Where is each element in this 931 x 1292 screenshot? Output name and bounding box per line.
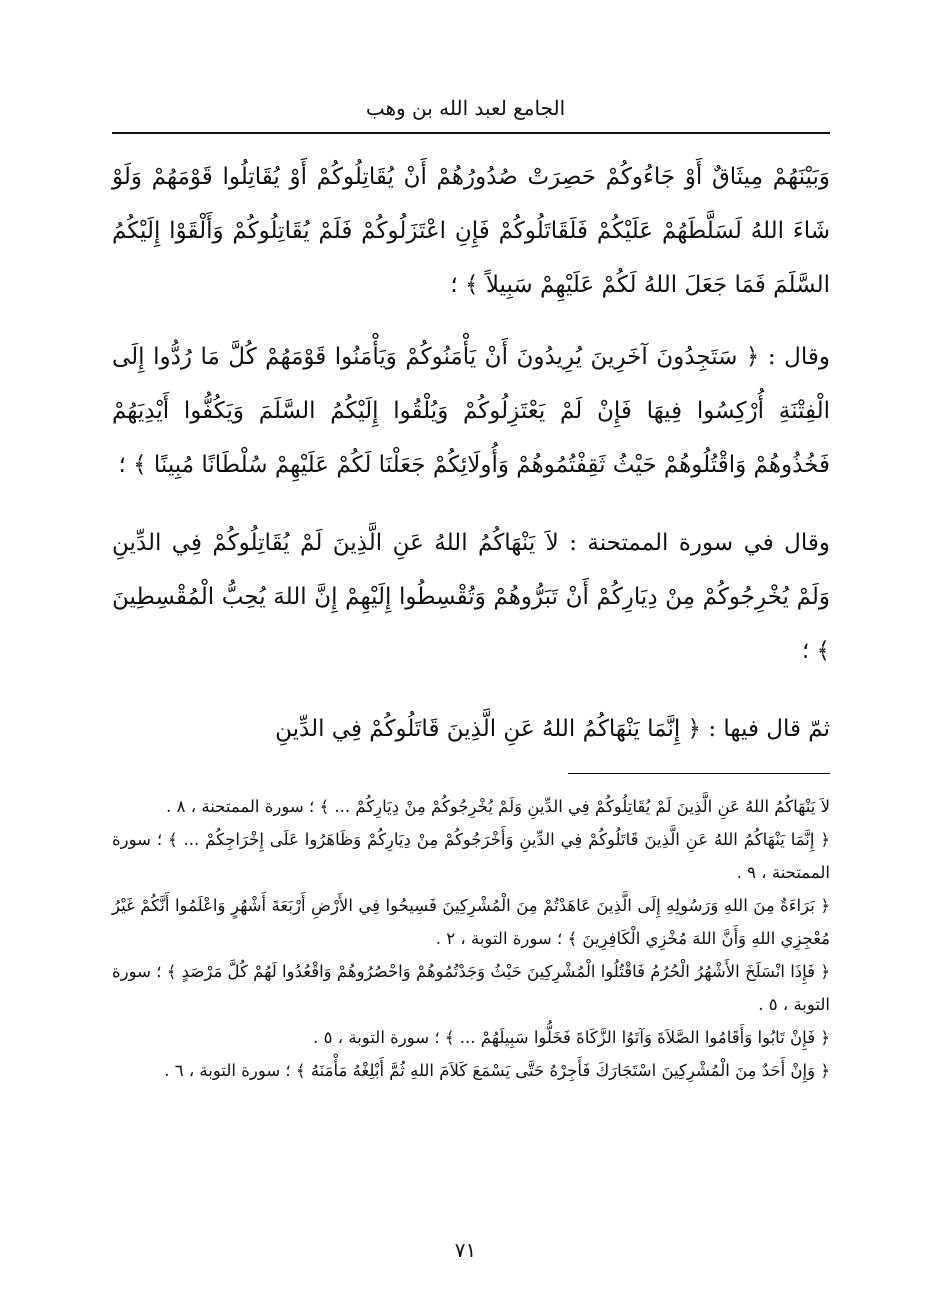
main-text-block [112,150,830,780]
running-header: الجامع لعبد الله بن وهب [365,96,566,120]
footnote: ﴿ فَإِنْ تَابُوا وَأَقَامُوا الصَّلاَةَ وَآتَوُا الزَّكَاةَ فَخَلُّوا سَبِيلَهُمْ ... ﴾ ؛ سورة التوبة ، ٥ . [313,1028,830,1047]
footnote: ﴿ وَإِنْ أَحَدٌ مِنَ الْمُشْرِكِينَ اسْتَجَارَكَ فَأَجِرْهُ حَتَّى يَسْمَعَ كَلاَمَ اللهِ ثُمَّ أَبْلِغْهُ مَأْمَنَهُ ﴾ ؛ سورة التوبة ، ٦ . [164,1061,830,1080]
paragraph: ثمّ قال فيها : ﴿ إِنَّمَا يَنْهَاكُمُ اللهُ عَنِ الَّذِينَ قَاتَلُوكُمْ فِي الدِّينِ [275,716,830,742]
footnote: ﴿ فَإِذَا انْسَلَخَ الأَشْهُرُ الْحُرُمُ فَاقْتُلُوا الْمُشْرِكِينَ حَيْثُ وَجَدْتُمُوهُمْ وَاحْصُرُوهُمْ وَاقْعُدُوا لَهُمْ كُلَّ مَرْصَدٍ ﴾ ؛ سورة التوبة ، ٥ . [112,962,830,1014]
header-divider [112,132,830,134]
footnote: لاَ يَنْهَاكُمُ اللهُ عَنِ الَّذِينَ لَمْ يُقَاتِلُوكُمْ فِي الدِّينِ وَلَمْ يُخْرِجُوكُمْ مِنْ دِيَارِكُمْ ... ﴾ ؛ سورة الممتحنة ، ٨ . [166,797,830,816]
paragraph: وقال في سورة الممتحنة : لاَ يَنْهَاكُمُ اللهُ عَنِ الَّذِينَ لَمْ يُقَاتِلُوكُمْ فِي الدِّينِ وَلَمْ يُخْرِجُوكُمْ مِنْ دِيَارِكُمْ أَنْ تَبَرُّوهُمْ وَتُقْسِطُوا إِلَيْهِمْ إِنَّ اللهَ يُحِبُّ الْمُقْسِطِينَ ﴾ ؛ [112,530,830,664]
footnote: ﴿ إِنَّمَا يَنْهَاكُمُ اللهُ عَنِ الَّذِينَ قَاتَلُوكُمْ فِي الدِّينِ وَأَخْرَجُوكُمْ مِنْ دِيَارِكُمْ وَظَاهَرُوا عَلَى إِخْرَاجِكُمْ ... ﴾ ؛ سورة الممتحنة ، ٩ . [112,830,830,882]
footnotes-block [112,790,830,1087]
footnote-divider [568,773,830,774]
footnote: ﴿ بَرَاءَةٌ مِنَ اللهِ وَرَسُولِهِ إِلَى الَّذِينَ عَاهَدْتُمْ مِنَ الْمُشْرِكِينَ فَسِيحُوا فِي الأَرْضِ أَرْبَعَةَ أَشْهُرٍ وَاعْلَمُوا أَنَّكُمْ غَيْرُ مُعْجِزِي اللهِ وَأَنَّ اللهَ مُخْزِي الْكَافِرِينَ ﴾ ؛ سورة التوبة ، ٢ . [112,896,830,948]
paragraph: وَبَيْنَهُمْ مِيثَاقٌ أَوْ جَاءُوكُمْ حَصِرَتْ صُدُورُهُمْ أَنْ يُقَاتِلُوكُمْ أَوْ يُقَاتِلُوا قَوْمَهُمْ وَلَوْ شَاءَ اللهُ لَسَلَّطَهُمْ عَلَيْكُمْ فَلَقَاتَلُوكُمْ فَإِنِ اعْتَزَلُوكُمْ فَلَمْ يُقَاتِلُوكُمْ وَأَلْقَوْا إِلَيْكُمُ السَّلَمَ فَمَا جَعَلَ اللهُ لَكُمْ عَلَيْهِمْ سَبِيلاً ﴾ ؛ [112,164,830,298]
page-number: ٧١ [454,1238,477,1262]
paragraph: وقال : ﴿ سَتَجِدُونَ آخَرِينَ يُرِيدُونَ أَنْ يَأْمَنُوكُمْ وَيَأْمَنُوا قَوْمَهُمْ كُلَّ مَا رُدُّوا إِلَى الْفِتْنَةِ أُرْكِسُوا فِيهَا فَإِنْ لَمْ يَعْتَزِلُوكُمْ وَيُلْقُوا إِلَيْكُمُ السَّلَمَ وَيَكُفُّوا أَيْدِيَهُمْ فَخُذُوهُمْ وَاقْتُلُوهُمْ حَيْثُ ثَقِفْتُمُوهُمْ وَأُولَائِكُمْ جَعَلْنَا لَكُمْ عَلَيْهِمْ سُلْطَانًا مُبِينًا ﴾ ؛ [112,344,830,478]
